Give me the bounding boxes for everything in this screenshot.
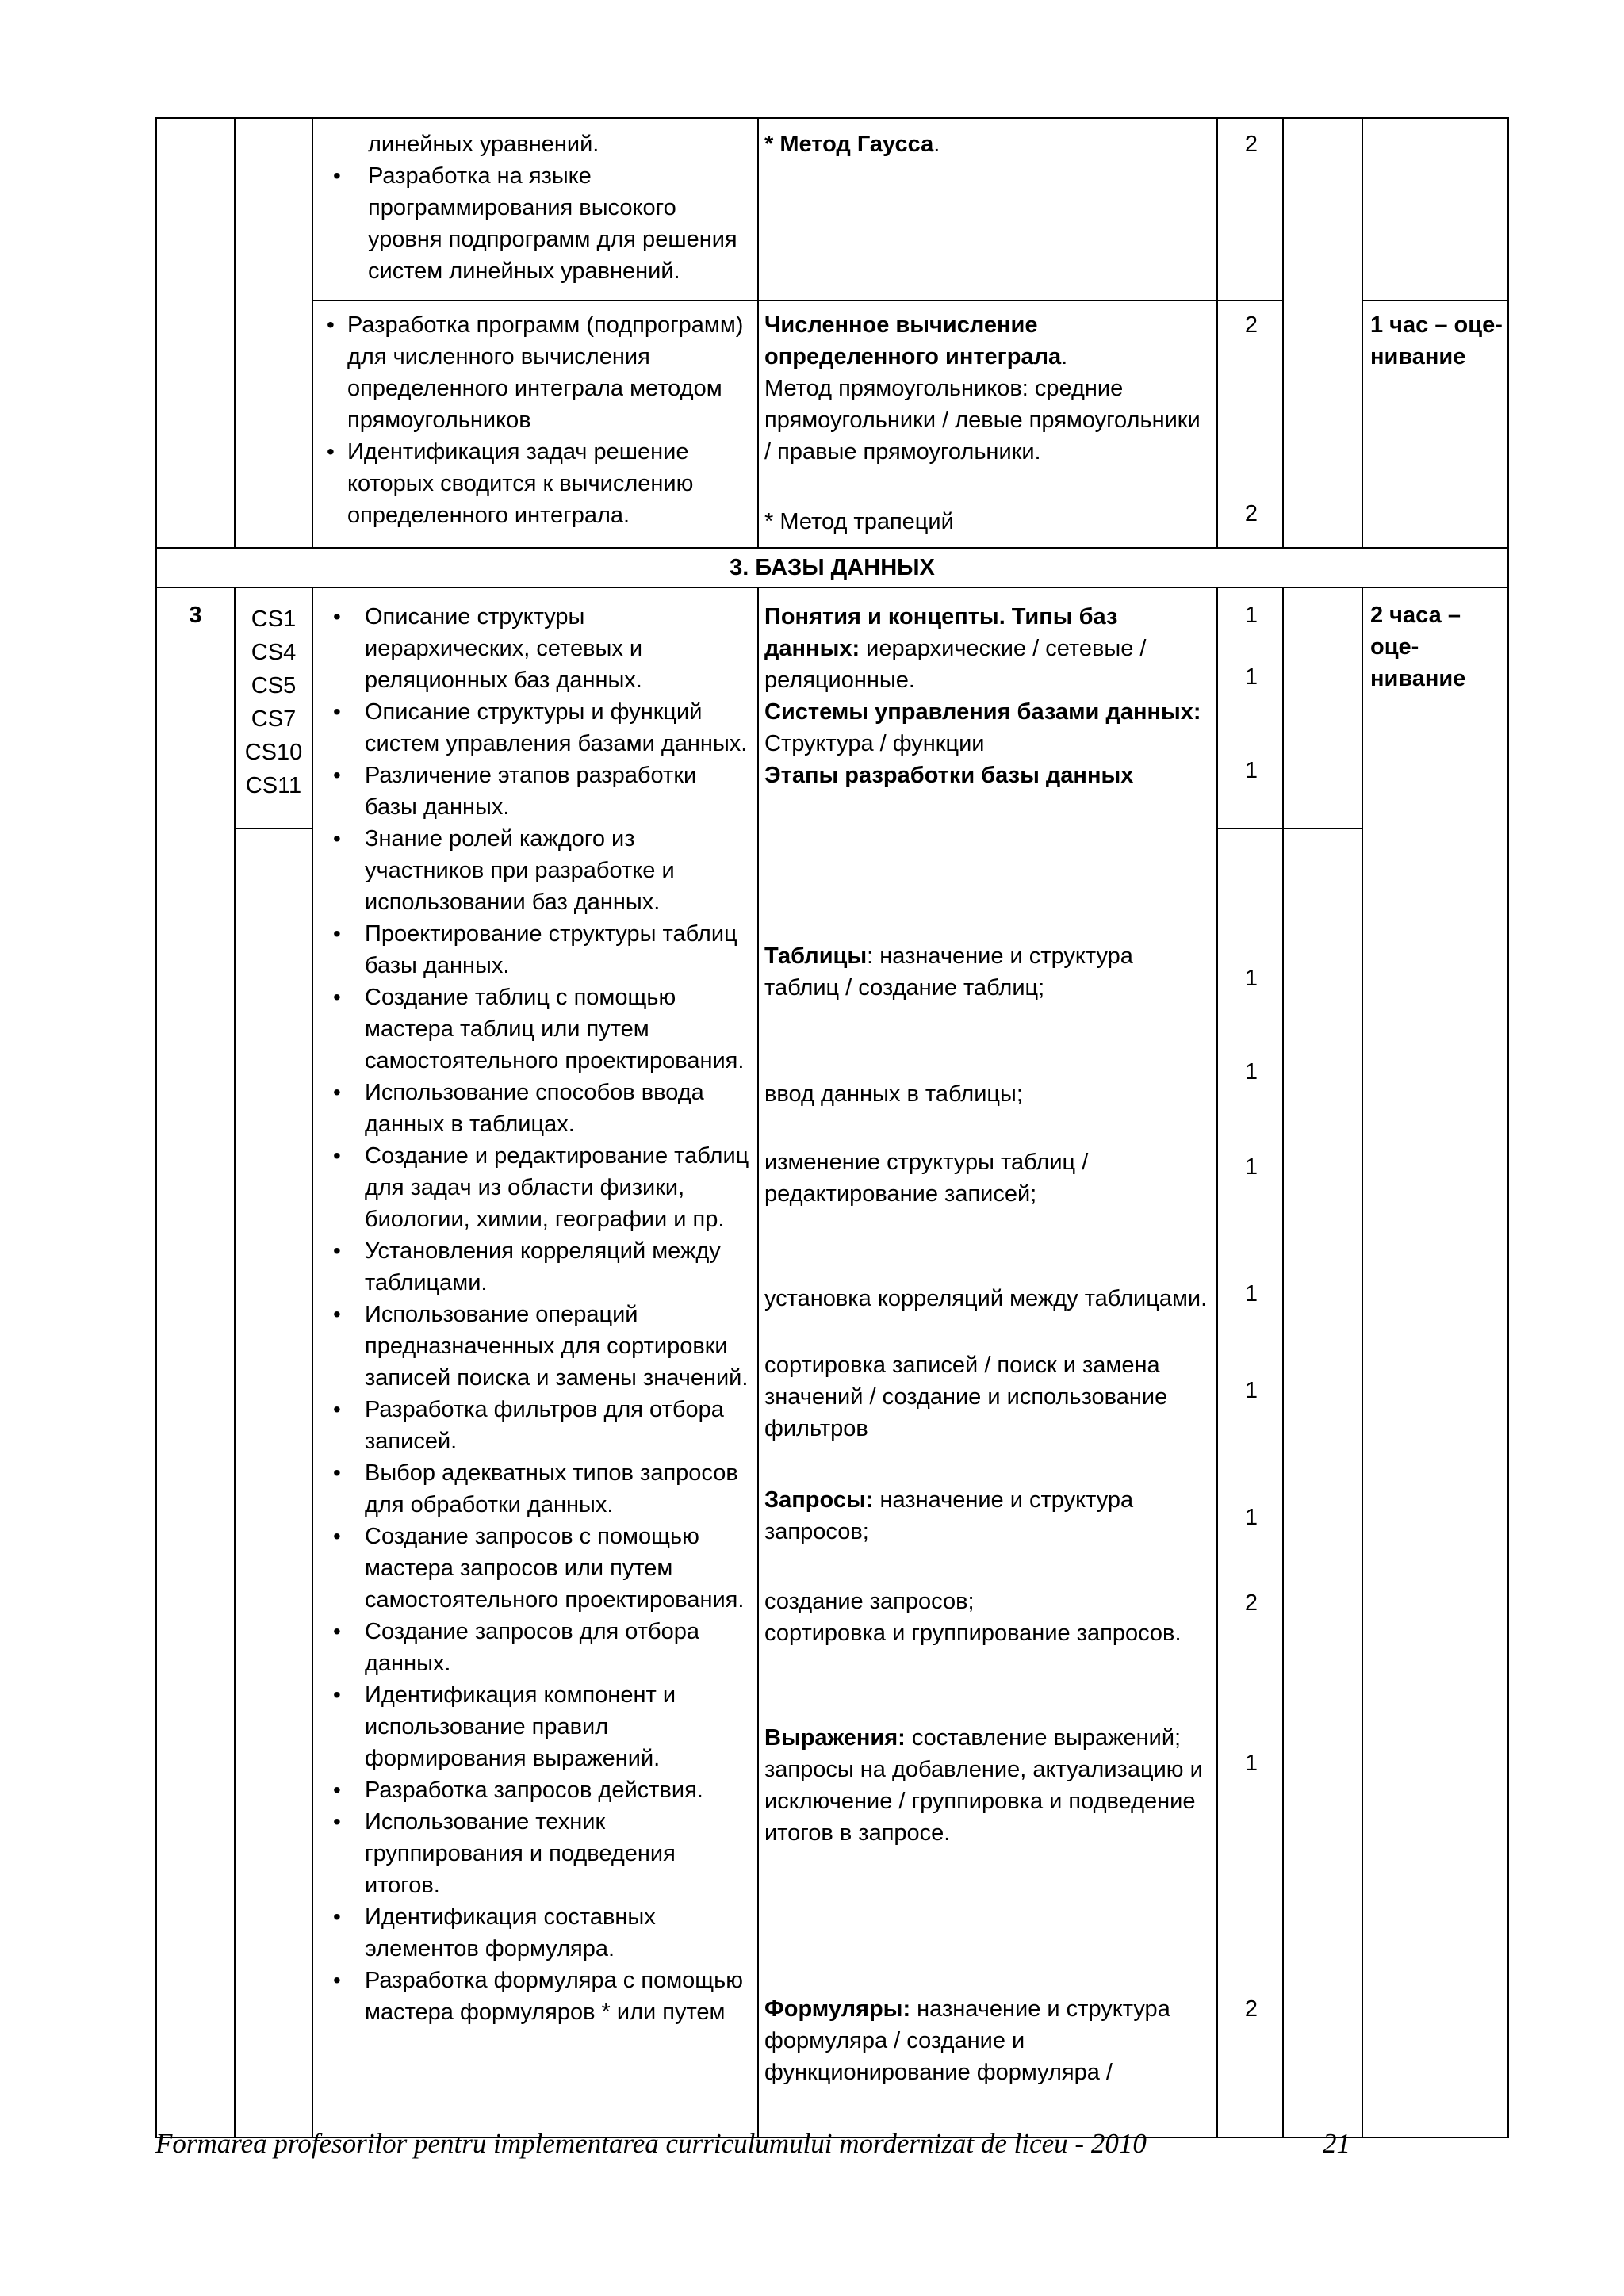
list-item: • Использование способов ввода данных в таблицах. bbox=[320, 1077, 753, 1140]
list-item: • Знание ролей каждого из участников при разработке и использовании баз данных. bbox=[320, 823, 753, 918]
code-label: CS11 bbox=[245, 773, 302, 798]
row1-note: 1 час – оце-нивание bbox=[1370, 312, 1503, 369]
content-sorting: сортировка записей / поиск и замена значений / создание и использование фильтров bbox=[764, 1353, 1168, 1441]
content-concepts bbox=[764, 601, 1212, 791]
content-paragraph: Формуляры: назначение и структура формуляра / создание и функционирование формуляра / bbox=[764, 1996, 1170, 2085]
hours-value: 1 bbox=[1244, 1505, 1258, 1530]
col-line-5b bbox=[1282, 587, 1284, 2137]
code-label: CS1 bbox=[251, 607, 297, 632]
hours-value: 1 bbox=[1244, 603, 1258, 628]
content-expressions bbox=[764, 1722, 1212, 1849]
list-item: • Разработка формуляра с помощью мастера формуляров * или путем bbox=[320, 1965, 753, 2028]
row1-competence-bottom bbox=[320, 309, 753, 531]
hours-value: 1 bbox=[1244, 1378, 1258, 1403]
table-border-top bbox=[155, 117, 1509, 119]
section-title: 3. БАЗЫ ДАННЫХ bbox=[730, 555, 935, 580]
row1-competence-top bbox=[320, 128, 753, 287]
table-border-left bbox=[155, 117, 157, 2138]
hours-value: 1 bbox=[1244, 1059, 1258, 1085]
content-paragraph: Численное вычисление определенного интеграла. bbox=[764, 312, 1068, 369]
hours-value: 1 bbox=[1244, 1751, 1258, 1776]
hours-value: 2 bbox=[1244, 501, 1258, 526]
code-label: CS4 bbox=[251, 640, 297, 665]
competence-codes bbox=[236, 603, 312, 802]
section-row-bottom-line bbox=[155, 587, 1509, 588]
table-border-right bbox=[1507, 117, 1509, 2138]
content-queries bbox=[764, 1484, 1212, 1548]
content-paragraph: Выражения: составление выражений; запросы на добавление, актуализацию и исключение / группировка и подведение итогов в запросе. bbox=[764, 1725, 1203, 1846]
list-item: • Идентификация составных элементов формуляра. bbox=[320, 1901, 753, 1965]
hours-value: 1 bbox=[1244, 758, 1258, 783]
list-item: • Создание запросов для отбора данных. bbox=[320, 1616, 753, 1679]
list-item: • Установления корреляций между таблицами. bbox=[320, 1235, 753, 1299]
hours-value: 1 bbox=[1244, 1281, 1258, 1307]
list-item: • Описание структуры иерархических, сетевых и реляционных баз данных. bbox=[320, 601, 753, 696]
content-forms bbox=[764, 1993, 1212, 2088]
competence-list bbox=[320, 309, 753, 531]
list-item: • Идентификация компонент и использование правил формирования выражений. bbox=[320, 1679, 753, 1774]
content-structure-change: изменение структуры таблиц / редактирование записей; bbox=[764, 1150, 1089, 1207]
content-tables bbox=[764, 940, 1212, 1004]
list-item: • Разработка на языке программирования высокого уровня подпрограмм для решения систем линейных уравнений. bbox=[320, 160, 753, 287]
content-paragraph: Понятия и концепты. Типы баз данных: иерархические / сетевые / реляционные. bbox=[764, 604, 1147, 693]
content-paragraph: создание запросов; bbox=[764, 1589, 975, 1614]
list-item: • Разработка запросов действия. bbox=[320, 1774, 753, 1806]
row3-note: 2 часа – оце-нивание bbox=[1370, 603, 1466, 691]
row1-split-line bbox=[312, 300, 1282, 301]
content-heading: Этапы разработки базы данных bbox=[764, 763, 1134, 788]
hours-value: 1 bbox=[1244, 664, 1258, 690]
competence-list bbox=[320, 160, 753, 287]
content-create-queries bbox=[764, 1586, 1212, 1649]
code-label: CS10 bbox=[244, 740, 303, 765]
content-correlations: установка корреляций между таблицами. bbox=[764, 1286, 1208, 1311]
hours-value: 2 bbox=[1244, 1590, 1258, 1616]
col-line-4 bbox=[1216, 117, 1218, 547]
content-paragraph: * Метод Гаусса. bbox=[764, 132, 940, 157]
list-item: • Использование операций предназначенных для сортировки записей поиска и замены значений. bbox=[320, 1299, 753, 1394]
competence-list bbox=[320, 601, 753, 2028]
code-label: CS7 bbox=[251, 706, 297, 732]
col-line-5 bbox=[1282, 117, 1284, 547]
content-paragraph: Структура / функции bbox=[764, 731, 985, 756]
row1-content-bottom bbox=[764, 309, 1212, 468]
code-label: CS5 bbox=[251, 673, 297, 698]
col-line-2 bbox=[312, 117, 313, 547]
list-item: • Проектирование структуры таблиц базы данных. bbox=[320, 918, 753, 982]
content-paragraph: Запросы: назначение и структура запросов; bbox=[764, 1487, 1134, 1544]
content-data-entry: ввод данных в таблицы; bbox=[764, 1081, 1023, 1107]
list-item: • Разработка фильтров для отбора записей. bbox=[320, 1394, 753, 1457]
section-row-top-line bbox=[155, 547, 1509, 549]
row1-split-line-note bbox=[1362, 300, 1509, 301]
col-line-3b bbox=[757, 587, 759, 2137]
row-number: 3 bbox=[189, 603, 202, 628]
list-item: • Создание запросов с помощью мастера запросов или путем самостоятельного проектирования. bbox=[320, 1521, 753, 1616]
content-paragraph: Таблицы: назначение и структура таблиц / создание таблиц; bbox=[764, 943, 1133, 1001]
list-item: • Разработка программ (подпрограмм) для численного вычисления определенного интеграла методом прямоугольников bbox=[320, 309, 753, 436]
col-line-4b bbox=[1216, 587, 1218, 2137]
list-item: • Использование техник группирования и подведения итогов. bbox=[320, 1806, 753, 1901]
list-item: • Выбор адекватных типов запросов для обработки данных. bbox=[320, 1457, 753, 1521]
row3-competences bbox=[320, 601, 753, 2028]
content-paragraph: сортировка и группирование запросов. bbox=[764, 1621, 1182, 1646]
list-item: • Создание таблиц с помощью мастера таблиц или путем самостоятельного проектирования. bbox=[320, 982, 753, 1077]
col-line-1 bbox=[234, 117, 236, 547]
hours-value: 2 bbox=[1244, 1996, 1258, 2022]
row1-content-trapezoid: * Метод трапеций bbox=[764, 509, 954, 534]
list-item: • Идентификация задач решение которых сводится к вычислению определенного интеграла. bbox=[320, 436, 753, 531]
col-line-1b bbox=[234, 587, 236, 2137]
content-paragraph: Метод прямоугольников: средние прямоугольники / левые прямоугольники / правые прямоугольники. bbox=[764, 376, 1201, 465]
col-line-6 bbox=[1362, 117, 1363, 547]
list-item: • Создание и редактирование таблиц для задач из области физики, биологии, химии, географии и пр. bbox=[320, 1140, 753, 1235]
list-item: • Описание структуры и функций систем управления базами данных. bbox=[320, 696, 753, 760]
row3-split-line-codes bbox=[234, 828, 312, 829]
col-line-3 bbox=[757, 117, 759, 547]
content-heading: Системы управления базами данных: bbox=[764, 699, 1201, 725]
competence-continuation: линейных уравнений. bbox=[368, 132, 599, 157]
row1-content-top bbox=[764, 128, 1212, 160]
hours-value: 2 bbox=[1244, 312, 1258, 338]
hours-value: 1 bbox=[1244, 966, 1258, 991]
row3-split-line-hours bbox=[1216, 828, 1362, 829]
footer-text: Formarea profesorilor pentru implementarea curriculumului mordernizat de liceu - 2010 bbox=[155, 2128, 1147, 2159]
hours-value: 2 bbox=[1244, 132, 1258, 157]
list-item: • Различение этапов разработки базы данных. bbox=[320, 760, 753, 823]
col-line-6b bbox=[1362, 587, 1363, 2137]
col-line-2b bbox=[312, 587, 313, 2137]
hours-value: 1 bbox=[1244, 1154, 1258, 1180]
page-number: 21 bbox=[1323, 2128, 1350, 2159]
